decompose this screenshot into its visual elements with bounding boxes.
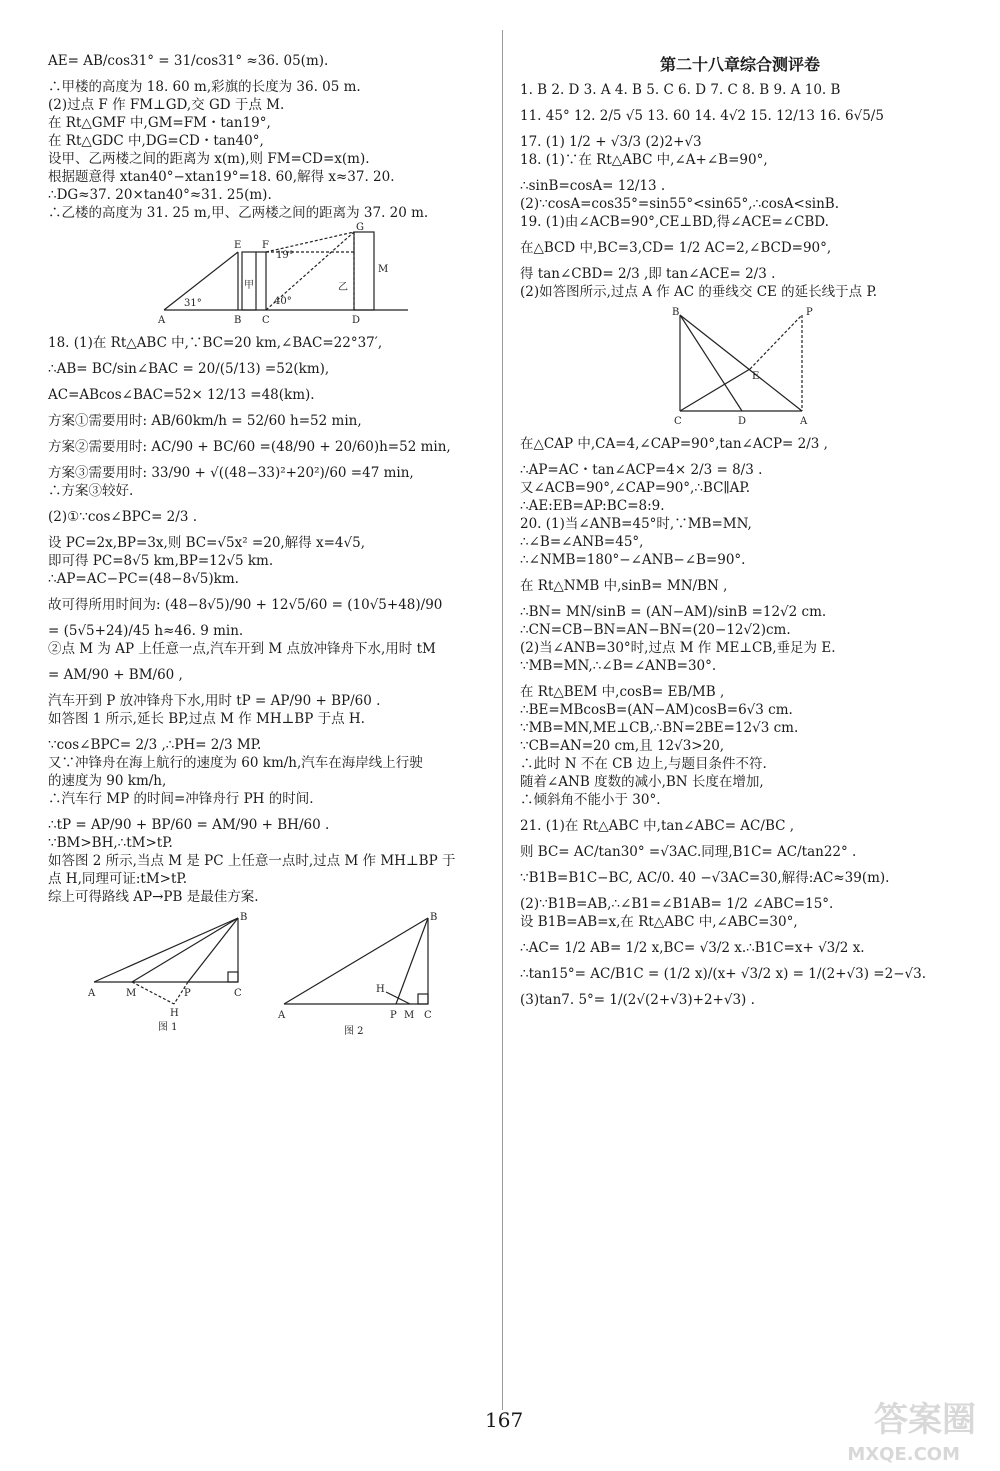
fig1-label-jia: 甲 xyxy=(244,280,254,291)
figure-triangle xyxy=(670,307,830,427)
text-line: 方案①需要用时: AB/60km/h = 52/60 h=52 min, xyxy=(48,413,362,429)
page-number: 167 xyxy=(485,1408,524,1432)
text-line: 设甲、乙两楼之间的距离为 x(m),则 FM=CD=x(m). xyxy=(48,151,370,167)
fig2-label-P: P xyxy=(184,988,191,999)
chapter-title: 第二十八章综合测评卷 xyxy=(659,55,820,74)
text-line: 综上可得路线 AP→PB 是最佳方案. xyxy=(48,889,259,905)
column-divider xyxy=(502,30,503,1410)
fig1-label-C: C xyxy=(262,315,270,326)
text-line: 在 Rt△NMB 中,sinB= MN/BN , xyxy=(520,578,728,594)
text-line: ∴乙楼的高度为 31. 25 m,甲、乙两楼之间的距离为 37. 20 m. xyxy=(48,205,429,221)
text-line: 方案③需要用时: 33/90 + √((48−33)²+20²)/60 =47 min, xyxy=(48,465,414,481)
fig3-label-P: P xyxy=(390,1010,397,1021)
text-line: = (5√5+24)/45 h≈46. 9 min. xyxy=(48,623,244,639)
fig1-label-G: G xyxy=(356,222,364,233)
fig3-caption: 图 2 xyxy=(344,1026,364,1037)
watermark-logo: 答案圈 xyxy=(874,1400,976,1440)
text-line: 故可得所用时间为: (48−8√5)/90 + 12√5/60 = (10√5+48)/90 xyxy=(48,597,443,613)
figure-buildings xyxy=(158,222,458,328)
fig2-label-M: M xyxy=(126,988,137,999)
text-line: 随着∠ANB 度数的减小,BN 长度在增加, xyxy=(520,774,764,790)
fig2-label-B: B xyxy=(240,912,248,923)
fig1-label-D: D xyxy=(352,315,361,326)
text-line: (3)tan7. 5°= 1/(2√(2+√3)+2+√3) . xyxy=(520,992,755,1008)
left-column xyxy=(48,52,488,1042)
text-line: ∴∠NMB=180°−∠ANB−∠B=90°. xyxy=(520,552,746,568)
text-line: ∴AE:EB=AP:BC=8:9. xyxy=(520,498,665,514)
text-line: 又∠ACB=90°,∠CAP=90°,∴BC∥AP. xyxy=(520,480,751,496)
fig2-label-A: A xyxy=(88,988,96,999)
fig1-angle-31: 31° xyxy=(184,298,202,309)
text-line: ∴甲楼的高度为 18. 60 m,彩旗的长度为 36. 05 m. xyxy=(48,79,361,95)
fig3-label-H: H xyxy=(376,984,385,995)
text-line: 得 tan∠CBD= 2/3 ,即 tan∠ACE= 2/3 . xyxy=(520,266,776,282)
text-line: (2)∵B1B=AB,∴∠B1=∠B1AB= 1/2 ∠ABC=15°. xyxy=(520,896,834,912)
fig2-caption: 图 1 xyxy=(158,1022,178,1033)
text-line: (2)①∵cos∠BPC= 2/3 . xyxy=(48,509,197,525)
text-line: ∴tP = AP/90 + BP/60 = AM/90 + BH/60 . xyxy=(48,817,330,833)
text-line: 根据题意得 xtan40°−xtan19°=18. 60,解得 x≈37. 20. xyxy=(48,169,395,185)
left-text-block-a xyxy=(48,52,488,222)
right-text-block-b xyxy=(520,435,960,1009)
right-column xyxy=(520,52,960,1009)
text-line: 在 Rt△BEM 中,cosB= EB/MB , xyxy=(520,684,725,700)
fig4-label-C: C xyxy=(674,416,682,427)
text-line: ∵MB=MN,∴∠B=∠ANB=30°. xyxy=(520,658,717,674)
text-line: ∴此时 N 不在 CB 边上,与题目条件不符. xyxy=(520,756,767,772)
text-line: ∵BM>BH,∴tM>tP. xyxy=(48,835,173,851)
text-line: ∴sinB=cosA= 12/13 . xyxy=(520,178,666,194)
text-line: 20. (1)当∠ANB=45°时,∵MB=MN, xyxy=(520,516,752,532)
left-text-block-b xyxy=(48,334,488,906)
text-line: (2)过点 F 作 FM⊥GD,交 GD 于点 M. xyxy=(48,97,285,113)
text-line: (2)∵cosA=cos35°=sin55°<sin65°,∴cosA<sinB. xyxy=(520,196,840,212)
fig1-label-yi: 乙 xyxy=(338,282,348,293)
text-line: ∴∠B=∠ANB=45°, xyxy=(520,534,644,550)
text-line: 21. (1)在 Rt△ABC 中,tan∠ABC= AC/BC , xyxy=(520,818,795,834)
text-line: 方案②需要用时: AC/90 + BC/60 =(48/90 + 20/60)h=52 min, xyxy=(48,439,451,455)
text-line: ∴DG≈37. 20×tan40°≈31. 25(m). xyxy=(48,187,272,203)
text-line: ∵CB=AN=20 cm,且 12√3>20, xyxy=(520,738,725,754)
fig2-label-H: H xyxy=(170,1008,179,1019)
text-line: 在△CAP 中,CA=4,∠CAP=90°,tan∠ACP= 2/3 , xyxy=(520,436,828,452)
fig3-label-M: M xyxy=(404,1010,415,1021)
text-line: 的速度为 90 km/h, xyxy=(48,773,167,789)
fig1-angle-40: 40° xyxy=(274,296,292,307)
text-line: = AM/90 + BM/60 , xyxy=(48,667,183,683)
fig1-label-F: F xyxy=(262,240,269,251)
fig1-label-M: M xyxy=(378,264,389,275)
text-line: ∴AP=AC・tan∠ACP=4× 2/3 = 8/3 . xyxy=(520,462,763,478)
text-line: 设 PC=2x,BP=3x,则 BC=√5x² =20,解得 x=4√5, xyxy=(48,535,365,551)
fig1-label-B: B xyxy=(234,315,242,326)
text-line: ∵cos∠BPC= 2/3 ,∴PH= 2/3 MP. xyxy=(48,737,262,753)
text-line: 如答图 2 所示,当点 M 是 PC 上任意一点时,过点 M 作 MH⊥BP 于 xyxy=(48,853,456,869)
fig1-label-A: A xyxy=(158,315,166,326)
fig3-label-A: A xyxy=(278,1010,286,1021)
text-line: 17. (1) 1/2 + √3/3 (2)2+√3 xyxy=(520,134,702,150)
fig2-label-C: C xyxy=(234,988,242,999)
figure-row xyxy=(48,912,488,1042)
text-line: ∵B1B=B1C−BC, AC/0. 40 −√3AC=30,解得:AC≈39(m). xyxy=(520,870,890,886)
fig4-label-B: B xyxy=(672,307,680,318)
text-line: (2)当∠ANB=30°时,过点 M 作 ME⊥CB,垂足为 E. xyxy=(520,640,836,656)
text-line: 则 BC= AC/tan30° =√3AC.同理,B1C= AC/tan22° . xyxy=(520,844,857,860)
text-line: ∴tan15°= AC/B1C = (1/2 x)/(x+ √3/2 x) = 1/(2+√3) =2−√3. xyxy=(520,966,926,982)
text-line: AC=ABcos∠BAC=52× 12/13 =48(km). xyxy=(48,387,315,403)
text-line: 在 Rt△GDC 中,DG=CD・tan40°, xyxy=(48,133,264,149)
text-line: 设 B1B=AB=x,在 Rt△ABC 中,∠ABC=30°, xyxy=(520,914,798,930)
text-line: 1. B 2. D 3. A 4. B 5. C 6. D 7. C 8. B 9. A 10. B xyxy=(520,82,841,98)
text-line: ∴AB= BC/sin∠BAC = 20/(5/13) =52(km), xyxy=(48,361,330,377)
fig1-angle-19: 19° xyxy=(276,250,294,261)
fig4-label-A: A xyxy=(800,416,808,427)
text-line: 在△BCD 中,BC=3,CD= 1/2 AC=2,∠BCD=90°, xyxy=(520,240,832,256)
fig4-label-E: E xyxy=(752,371,760,382)
fig3-label-C: C xyxy=(424,1010,432,1021)
watermark-url: MXQE.COM xyxy=(847,1444,960,1465)
text-line: (2)如答图所示,过点 A 作 AC 的垂线交 CE 的延长线于点 P. xyxy=(520,284,878,300)
text-line: ∴方案③较好. xyxy=(48,483,134,499)
text-line: ∴AP=AC−PC=(48−8√5)km. xyxy=(48,571,239,587)
text-line: ∴汽车行 MP 的时间=冲锋舟行 PH 的时间. xyxy=(48,791,314,807)
text-line: 又∵冲锋舟在海上航行的速度为 60 km/h,汽车在海岸线上行驶 xyxy=(48,755,423,771)
text-line: ∴CN=CB−BN=AN−BN=(20−12√2)cm. xyxy=(520,622,791,638)
text-line: AE= AB/cos31° = 31/cos31° ≈36. 05(m). xyxy=(48,53,329,69)
fig1-label-E: E xyxy=(234,240,242,251)
text-line: 18. (1)∵在 Rt△ABC 中,∠A+∠B=90°, xyxy=(520,152,768,168)
text-line: ∴AC= 1/2 AB= 1/2 x,BC= √3/2 x.∴B1C=x+ √3/2 x. xyxy=(520,940,865,956)
fig3-label-B: B xyxy=(430,912,438,923)
text-line: 点 H,同理可证:tM>tP. xyxy=(48,871,188,887)
figure-answer-1 xyxy=(88,912,248,1032)
text-line: 即可得 PC=8√5 km,BP=12√5 km. xyxy=(48,553,274,569)
text-line: 18. (1)在 Rt△ABC 中,∵BC=20 km,∠BAC=22°37′, xyxy=(48,335,383,351)
right-text-block-a xyxy=(520,81,960,301)
fig4-label-P: P xyxy=(806,307,813,318)
text-line: ②点 M 为 AP 上任意一点,汽车开到 M 点放冲锋舟下水,用时 tM xyxy=(48,641,436,657)
text-line: 在 Rt△GMF 中,GM=FM・tan19°, xyxy=(48,115,271,131)
text-line: ∵MB=MN,ME⊥CB,∴BN=2BE=12√3 cm. xyxy=(520,720,799,736)
figure-answer-2 xyxy=(278,912,438,1037)
text-line: ∴BE=MBcosB=(AN−AM)cosB=6√3 cm. xyxy=(520,702,793,718)
text-line: 11. 45° 12. 2/5 √5 13. 60 14. 4√2 15. 12/13 16. 6√5/5 xyxy=(520,108,884,124)
fig4-label-D: D xyxy=(738,416,747,427)
text-line: 19. (1)由∠ACB=90°,CE⊥BD,得∠ACE=∠CBD. xyxy=(520,214,829,230)
text-line: ∴BN= MN/sinB = (AN−AM)/sinB =12√2 cm. xyxy=(520,604,827,620)
text-line: 汽车开到 P 放冲锋舟下水,用时 tP = AP/90 + BP/60 . xyxy=(48,693,381,709)
text-line: ∴倾斜角不能小于 30°. xyxy=(520,792,661,808)
text-line: 如答图 1 所示,延长 BP,过点 M 作 MH⊥BP 于点 H. xyxy=(48,711,365,727)
